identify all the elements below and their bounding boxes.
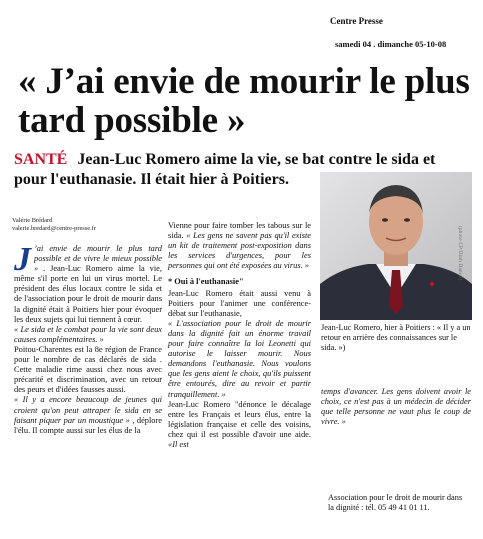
quote-paragraph: « Le sida et le combat pour la vie sont deux causes complémentaires. »: [14, 324, 162, 344]
body-paragraph: [168, 221, 311, 271]
byline-email: valerie.bredard@centre-presse.fr: [12, 224, 96, 232]
body-paragraph: Poitou-Charentes est la 8e région de France pour le nombre de cas déclarés de sida . Cette maladie rime aussi chez nous avec précarité et discrimination, avec un retour des peurs et d'idées fausses aussi.: [14, 344, 162, 395]
quote-paragraph: temps d'avancer. Les gens doivent avoir le choix, ce n'est pas à un médecin de décider que telle personne ne vaut plus le coup de vivre. »: [321, 387, 471, 427]
drop-cap: J: [14, 241, 31, 278]
body-text: Vienne pour faire tomber les tabous sur le sida.: [168, 221, 311, 241]
byline: [12, 217, 162, 232]
quote-paragraph: « L'association pour le droit de mourir dans la dignité fait un énorme travail pour faire connaître la loi Leonetti qui autorise le laisser mourir. Nous demandons l'euthanasie. Nous voulons que les gens aient le choix, qu'ils puissent être entourés, dire au revoir et partir tranquillement. »: [168, 318, 311, 399]
article-column-2: [168, 221, 311, 450]
quote-text: ’ai envie de mourir le plus tard possible et de vivre le mieux possible »: [34, 244, 162, 274]
byline-name: Valérie Brédard: [12, 217, 53, 224]
lead-text: Jean-Luc Romero aime la vie, se bat contre le sida et pour l'euthanasie. Il était hier à Poitiers.: [14, 151, 436, 188]
quote-text: «Il est: [168, 439, 189, 449]
headline: « J’ai envie de mourir le plus tard possible »: [18, 61, 470, 141]
portrait-photo: [320, 172, 472, 320]
publication-name: Centre Presse: [330, 16, 383, 26]
portrait-illustration: [320, 172, 472, 320]
contact-info: Association pour le droit de mourir dans la dignité : tél. 05 49 41 01 11.: [328, 493, 463, 512]
body-text: . Jean-Luc Romero aime la vie, même s'il porte en lui un virus mortel. Le président des élus locaux contre le sida et de l'association pour le droit de mourir dans la dignité était à Poitiers hier pour évoquer les deux sujets qui lui tiennent à cœur.: [14, 264, 162, 324]
body-paragraph: [14, 395, 162, 435]
photo-caption: Jean-Luc Romero, hier à Poitiers : « Il y a un retour en arrière des connaissances sur le sida. »): [321, 323, 471, 352]
publication-date: samedi 04 . dimanche 05-10-08: [335, 39, 447, 49]
photo-credit: (photo CP/Dinh Daniel): [457, 226, 462, 281]
quote-text: « Les gens ne savent pas qu'il existe un kit de traitement post-exposition dans les services d'urgences, pour les personnes qui ont été exposées au virus. »: [168, 231, 312, 271]
subheading: * Oui à l'euthanasie": [168, 277, 244, 287]
body-paragraph: Jean-Luc Romero était aussi venu à Poitiers pour l'animer une conférence-débat sur l'euthanasie,: [168, 288, 311, 318]
body-text: , déplore l'élu. Il compte aussi sur les élus de la: [14, 415, 163, 435]
quote-text: « Il y a encore beaucoup de jeunes qui croient qu'on peut attraper le sida en se faisant piquer par un moustique »: [14, 395, 162, 425]
section-kicker: SANTÉ: [14, 151, 68, 168]
article-column-1: [14, 241, 163, 436]
body-text: Jean-Luc Romero "dénonce le décalage entre les Français et leurs élus, entre la législation française et celle des voisins, chez qui il est possible d'avoir une aide.: [168, 399, 311, 439]
body-paragraph: [168, 400, 311, 450]
intro-paragraph: [14, 241, 162, 325]
article-column-3: [321, 387, 471, 427]
